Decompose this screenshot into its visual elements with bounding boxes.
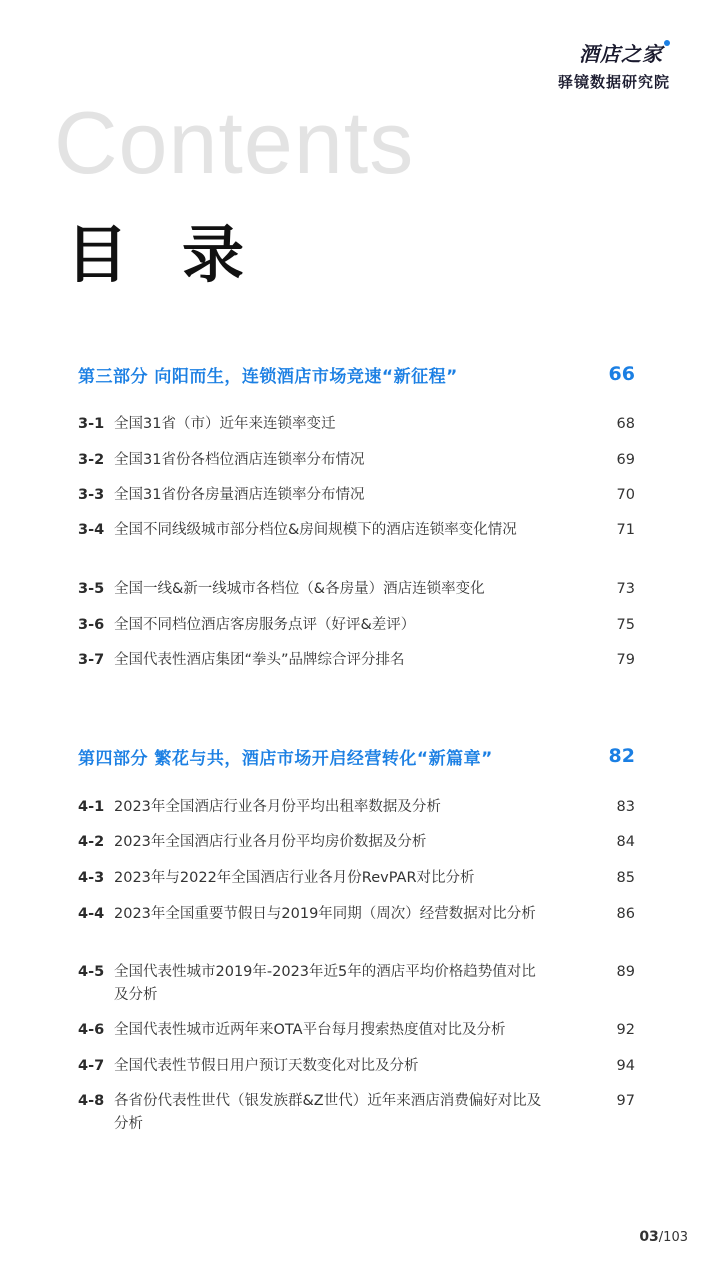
entry-title: 全国代表性城市近两年来OTA平台每月搜索热度值对比及分析 bbox=[114, 1022, 506, 1038]
page-indicator bbox=[639, 1229, 688, 1245]
entry-number: 3-6 bbox=[78, 617, 105, 633]
entry-title: 全国不同线级城市部分档位&房间规模下的酒店连锁率变化情况 bbox=[114, 522, 517, 538]
toc-entry[interactable] bbox=[78, 1055, 635, 1078]
toc-entry[interactable] bbox=[78, 449, 635, 472]
entry-number: 4-8 bbox=[78, 1093, 105, 1109]
toc-entry[interactable] bbox=[78, 484, 635, 507]
toc-entry[interactable] bbox=[78, 961, 635, 1007]
entry-title: 2023年全国重要节假日与2019年同期（周次）经营数据对比分析 bbox=[114, 906, 536, 922]
entry-number: 4-1 bbox=[78, 799, 105, 815]
entry-number: 4-7 bbox=[78, 1058, 105, 1074]
entry-title: 全国一线&新一线城市各档位（&各房量）酒店连锁率变化 bbox=[114, 581, 485, 597]
total-pages: /103 bbox=[658, 1230, 688, 1245]
entry-number: 3-5 bbox=[78, 581, 105, 597]
entry-page-number: 75 bbox=[616, 617, 635, 633]
toc-entry[interactable] bbox=[78, 1019, 635, 1042]
toc-entry[interactable] bbox=[78, 614, 635, 637]
logo-wordmark bbox=[579, 38, 670, 67]
entry-page-number: 92 bbox=[616, 1022, 635, 1038]
entry-number: 3-1 bbox=[78, 416, 105, 432]
current-page: 03 bbox=[639, 1229, 659, 1245]
entry-title: 全国31省（市）近年来连锁率变迁 bbox=[114, 416, 336, 432]
entry-number: 4-6 bbox=[78, 1022, 105, 1038]
section-page-number: 82 bbox=[608, 745, 635, 767]
entry-page-number: 69 bbox=[616, 452, 635, 468]
brand-logo bbox=[558, 38, 670, 92]
toc-entry[interactable] bbox=[78, 1090, 635, 1136]
entry-page-number: 83 bbox=[616, 799, 635, 815]
section-title: 第四部分 繁花与共，酒店市场开启经营转化“新篇章” bbox=[78, 748, 493, 769]
entry-number: 4-2 bbox=[78, 834, 105, 850]
contents-watermark: Contents bbox=[54, 93, 415, 192]
section-heading[interactable] bbox=[78, 361, 635, 387]
entry-title: 全国代表性酒店集团“拳头”品牌综合评分排名 bbox=[114, 652, 405, 668]
section-title: 第三部分 向阳而生，连锁酒店市场竞速“新征程” bbox=[78, 366, 458, 387]
toc-entry[interactable] bbox=[78, 831, 635, 854]
toc-entry[interactable] bbox=[78, 413, 635, 436]
toc-entry[interactable] bbox=[78, 796, 635, 819]
entry-number: 4-4 bbox=[78, 906, 105, 922]
entry-title: 2023年全国酒店行业各月份平均房价数据及分析 bbox=[114, 834, 427, 850]
entry-title: 全国不同档位酒店客房服务点评（好评&差评） bbox=[114, 617, 416, 633]
toc-entry[interactable] bbox=[78, 519, 635, 542]
entry-title: 全国代表性节假日用户预订天数变化对比及分析 bbox=[114, 1058, 419, 1074]
entry-title: 全国31省份各档位酒店连锁率分布情况 bbox=[114, 452, 365, 468]
entry-page-number: 89 bbox=[616, 964, 635, 980]
entry-page-number: 70 bbox=[616, 487, 635, 503]
entry-number: 4-5 bbox=[78, 964, 105, 980]
entry-page-number: 84 bbox=[616, 834, 635, 850]
entry-page-number: 73 bbox=[616, 581, 635, 597]
entry-title: 全国代表性城市2019年-2023年近5年的酒店平均价格趋势值对比及分析 bbox=[114, 964, 536, 1003]
entry-title: 2023年全国酒店行业各月份平均出租率数据及分析 bbox=[114, 799, 441, 815]
entry-page-number: 79 bbox=[616, 652, 635, 668]
entry-number: 3-4 bbox=[78, 522, 105, 538]
logo-subtitle: 驿镜数据研究院 bbox=[557, 73, 670, 91]
page-title: 目录 bbox=[66, 218, 299, 291]
logo-dot-icon bbox=[664, 40, 670, 46]
entry-title: 全国31省份各房量酒店连锁率分布情况 bbox=[114, 487, 365, 503]
entry-page-number: 85 bbox=[616, 870, 635, 886]
logo-text: 酒店之家 bbox=[579, 42, 663, 66]
toc-entry[interactable] bbox=[78, 578, 635, 601]
toc-entry[interactable] bbox=[78, 903, 635, 926]
entry-page-number: 94 bbox=[616, 1058, 635, 1074]
entry-number: 3-3 bbox=[78, 487, 105, 503]
entry-page-number: 71 bbox=[616, 522, 635, 538]
section-page-number: 66 bbox=[608, 363, 635, 385]
toc-entry[interactable] bbox=[78, 867, 635, 890]
entry-title: 2023年与2022年全国酒店行业各月份RevPAR对比分析 bbox=[114, 870, 475, 886]
entry-number: 4-3 bbox=[78, 870, 105, 886]
entry-title: 各省份代表性世代（银发族群&Z世代）近年来酒店消费偏好对比及分析 bbox=[114, 1093, 542, 1132]
entry-page-number: 97 bbox=[616, 1093, 635, 1109]
entry-number: 3-2 bbox=[78, 452, 105, 468]
entry-page-number: 68 bbox=[616, 416, 635, 432]
entry-page-number: 86 bbox=[616, 906, 635, 922]
toc-entry[interactable] bbox=[78, 649, 635, 672]
section-heading[interactable] bbox=[78, 743, 635, 769]
entry-number: 3-7 bbox=[78, 652, 105, 668]
